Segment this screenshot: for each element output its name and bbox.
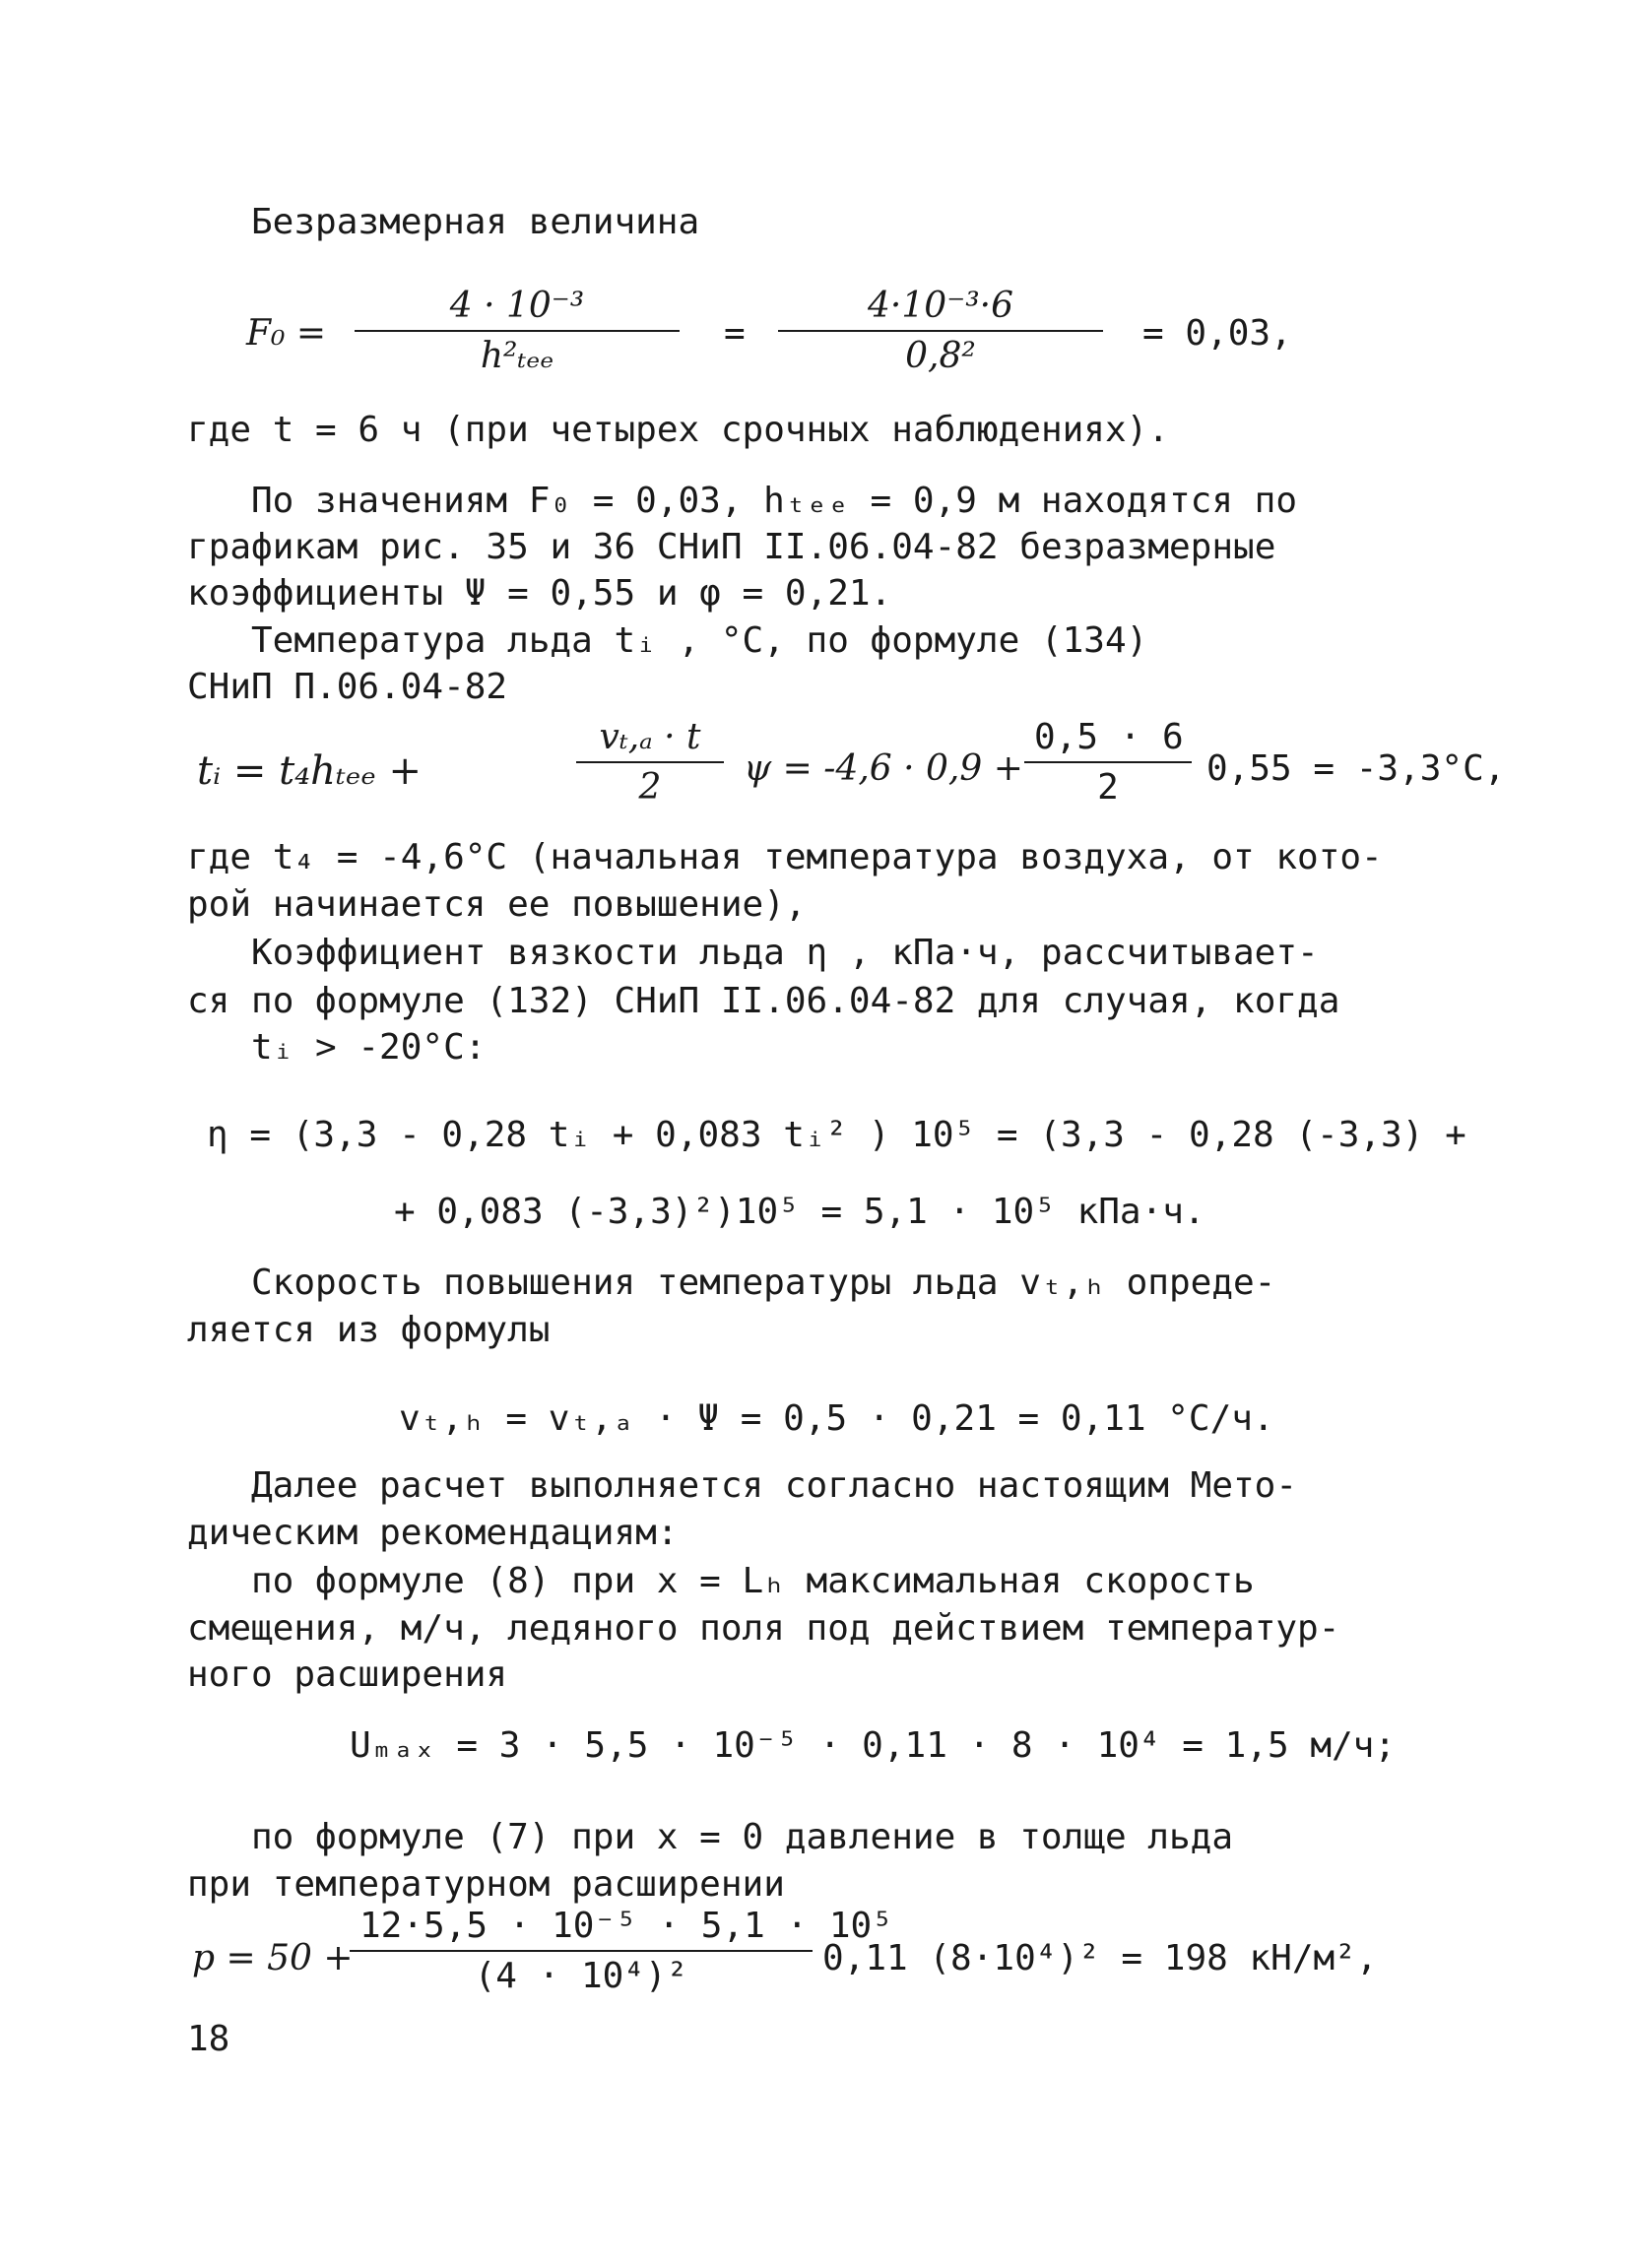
text-line: По значениям F₀ = 0,03, hₜₑₑ = 0,9 м находятся по [251, 481, 1298, 521]
text-line: графикам рис. 35 и 36 СНиП II.06.04-82 безразмерные [187, 527, 1276, 567]
text-line: по формуле (7) при x = 0 давление в толще льда [251, 1817, 1233, 1857]
fraction-numerator: vₜ,ₐ · t [576, 717, 724, 763]
formula-fo-fraction-2 [778, 286, 1103, 376]
formula-ti-result: 0,55 = -3,3°C, [1206, 748, 1506, 789]
text-line: ся по формуле (132) СНиП II.06.04-82 для случая, когда [187, 981, 1340, 1021]
text-line: коэффициенты Ψ = 0,55 и φ = 0,21. [187, 573, 892, 614]
text-line: ляется из формулы [187, 1310, 551, 1350]
fraction-denominator: 0,8² [905, 336, 976, 376]
text-line: рой начинается ее повышение), [187, 884, 807, 925]
fraction-denominator: 2 [1097, 767, 1119, 808]
text-line: ного расширения [187, 1654, 508, 1695]
text-line: где t₄ = -4,6°C (начальная температура воздуха, от кото- [187, 837, 1383, 877]
formula-umax: Uₘₐₓ = 3 · 5,5 · 10⁻⁵ · 0,11 · 8 · 10⁴ = 1,5 м/ч; [350, 1725, 1397, 1766]
formula-p-result: 0,11 (8·10⁴)² = 198 кН/м², [822, 1938, 1378, 1978]
text-line: Далее расчет выполняется согласно настоящим Мето- [251, 1465, 1298, 1506]
text-line: tᵢ > -20°C: [251, 1027, 487, 1068]
formula-ti-fraction-2 [1024, 717, 1192, 808]
formula-ti-fraction-1 [576, 717, 724, 808]
fraction-numerator: 4 · 10⁻³ [355, 286, 680, 332]
text-line: смещения, м/ч, ледяного поля под действием температур- [187, 1608, 1340, 1649]
page-number: 18 [187, 2019, 230, 2059]
formula-ti-lhs: tᵢ = t₄hₜₑₑ + [197, 748, 423, 794]
text-line: Скорость повышения температуры льда vₜ,ₕ опреде- [251, 1263, 1276, 1303]
fraction-denominator: (4 · 10⁴)² [474, 1956, 688, 1996]
text-line: Коэффициент вязкости льда η , кПа·ч, рассчитывает- [251, 933, 1319, 973]
formula-fo-lhs: F₀ = [246, 313, 327, 354]
text-line: по формуле (8) при x = Lₕ максимальная скорость [251, 1561, 1255, 1601]
formula-eta-line-1: η = (3,3 - 0,28 tᵢ + 0,083 tᵢ² ) 10⁵ = (3,3 - 0,28 (-3,3) + [207, 1115, 1466, 1155]
formula-fo-result: = 0,03, [1142, 313, 1292, 354]
formula-p-fraction [350, 1906, 893, 1996]
text-line: Температура льда tᵢ , °C, по формуле (134) [251, 620, 1148, 661]
text-line: дическим рекомендациям: [187, 1513, 679, 1553]
formula-eta-line-2: + 0,083 (-3,3)²)10⁵ = 5,1 · 10⁵ кПа·ч. [394, 1192, 1205, 1232]
fraction-numerator: 12·5,5 · 10⁻⁵ · 5,1 · 10⁵ [350, 1906, 813, 1952]
fraction-numerator: 4·10⁻³·6 [778, 286, 1103, 332]
formula-p-lhs: p = 50 + [192, 1938, 354, 1978]
fraction-denominator: 2 [638, 767, 662, 808]
text-line: при температурном расширении [187, 1864, 785, 1905]
text-line: СНиП П.06.04-82 [187, 667, 508, 707]
fraction-denominator: h²ₜₑₑ [480, 336, 554, 376]
text-line: Безразмерная величина [251, 202, 700, 242]
formula-ti-middle: ψ = -4,6 · 0,9 + [744, 748, 1023, 789]
formula-fo-fraction-1 [355, 286, 680, 376]
fraction-numerator: 0,5 · 6 [1024, 717, 1192, 763]
formula-fo-equals: = [724, 313, 746, 354]
text-line: где t = 6 ч (при четырех срочных наблюдениях). [187, 410, 1169, 450]
formula-vth: vₜ,ₕ = vₜ,ₐ · Ψ = 0,5 · 0,21 = 0,11 °C/ч. [399, 1398, 1274, 1439]
